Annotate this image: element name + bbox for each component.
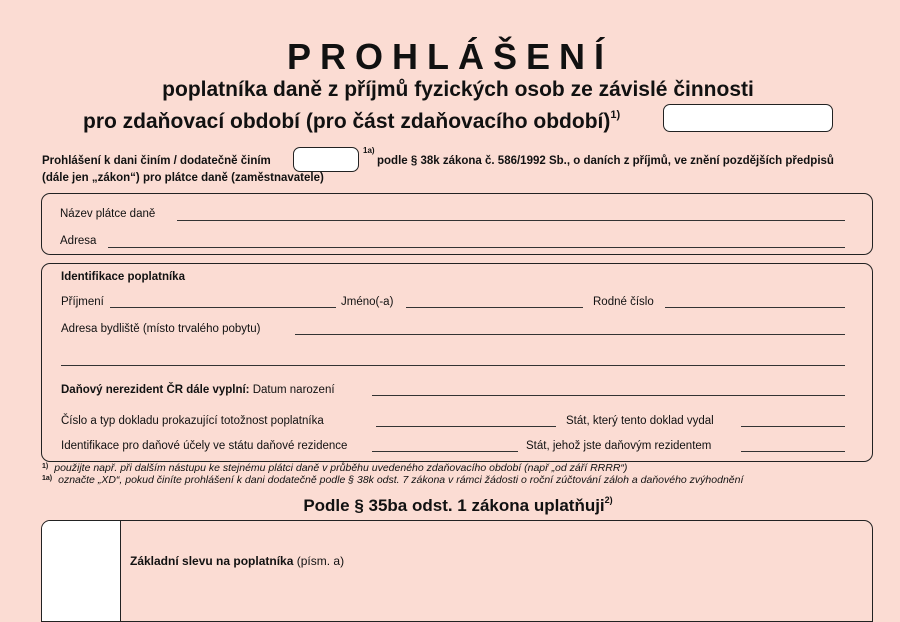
payer-address-field[interactable] (108, 247, 845, 248)
residence-state-label: Stát, jehož jste daňovým rezidentem (526, 440, 712, 452)
footnotes (42, 462, 743, 486)
footnote (42, 462, 743, 474)
declaration-lead: Prohlášení k dani činím / dodatečně činím (42, 155, 271, 167)
doc-state-label: Stát, který tento doklad vydal (566, 415, 714, 427)
footnote-ref-1: 1) (610, 109, 621, 121)
period-label-text: pro zdaňovací období (pro část zdaňovacího období) (83, 110, 611, 133)
payer-address-label: Adresa (60, 235, 97, 247)
id-document-field[interactable] (376, 426, 556, 427)
residence-label: Adresa bydliště (místo trvalého pobytu) (61, 323, 261, 335)
payer-name-field[interactable] (177, 220, 845, 221)
relief-panel (41, 520, 873, 622)
footnote-mark: 1) (42, 463, 49, 470)
taxpayer-panel (41, 263, 873, 462)
form-subtitle: poplatníka daně z příjmů fyzických osob ze závislé činnosti (162, 78, 754, 101)
footnote (42, 474, 743, 486)
payer-panel (41, 193, 873, 255)
section-title-text: Podle § 35ba odst. 1 zákona uplatňuji (303, 496, 605, 515)
period-label (83, 110, 620, 134)
taxpayer-heading: Identifikace poplatníka (61, 271, 185, 283)
payer-name-label: Název plátce daně (60, 208, 156, 220)
declaration-type-input[interactable] (293, 147, 359, 172)
basic-relief-label (130, 554, 344, 568)
dob-field[interactable] (372, 395, 845, 396)
surname-field[interactable] (110, 307, 336, 308)
birth-number-label: Rodné číslo (593, 296, 654, 308)
nonresident-dob-label (61, 384, 335, 396)
residence-field[interactable] (295, 334, 845, 335)
surname-label: Příjmení (61, 296, 104, 308)
residence-field-line2[interactable] (61, 365, 845, 366)
footnote-ref-1a: 1a) (363, 146, 375, 155)
footnote-mark: 1a) (42, 475, 53, 482)
nonresident-heading: Daňový nerezident ČR dále vyplní: (61, 384, 250, 396)
relief-checkbox-column[interactable] (42, 521, 121, 621)
form-title: PROHLÁŠENÍ (286, 36, 614, 77)
doc-state-field[interactable] (741, 426, 845, 427)
footnote-ref-2: 2) (604, 495, 613, 505)
period-input[interactable] (663, 104, 833, 132)
first-name-label: Jméno(-a) (341, 296, 394, 308)
id-document-label: Číslo a typ dokladu prokazující totožnost poplatníka (61, 415, 324, 427)
declaration-legal-ref: podle § 38k zákona č. 586/1992 Sb., o daních z příjmů, ve znění pozdějších předpisů (377, 155, 834, 167)
footnote-text: označte „XD“, pokud činíte prohlášení k dani dodatečně podle § 38k odst. 7 zákona v rámci žádosti o roční zúčtování záloh a daňového zvýhodnění (58, 474, 744, 486)
basic-relief-clause: (písm. a) (293, 554, 345, 568)
section-title (0, 496, 900, 516)
basic-relief-bold: Základní slevu na poplatníka (130, 554, 294, 568)
residence-state-field[interactable] (741, 451, 845, 452)
first-name-field[interactable] (406, 307, 583, 308)
dob-label: Datum narození (252, 384, 335, 396)
tax-id-field[interactable] (372, 451, 518, 452)
declaration-line2: (dále jen „zákon“) pro plátce daně (zaměstnavatele) (42, 172, 324, 184)
tax-id-label: Identifikace pro daňové účely ve státu daňové rezidence (61, 440, 348, 452)
footnote-text: použijte např. při dalším nástupu ke stejnému plátci daně v průběhu uvedeného zdaňovacího období (např „od září RRRR“) (54, 462, 628, 474)
birth-number-field[interactable] (665, 307, 845, 308)
